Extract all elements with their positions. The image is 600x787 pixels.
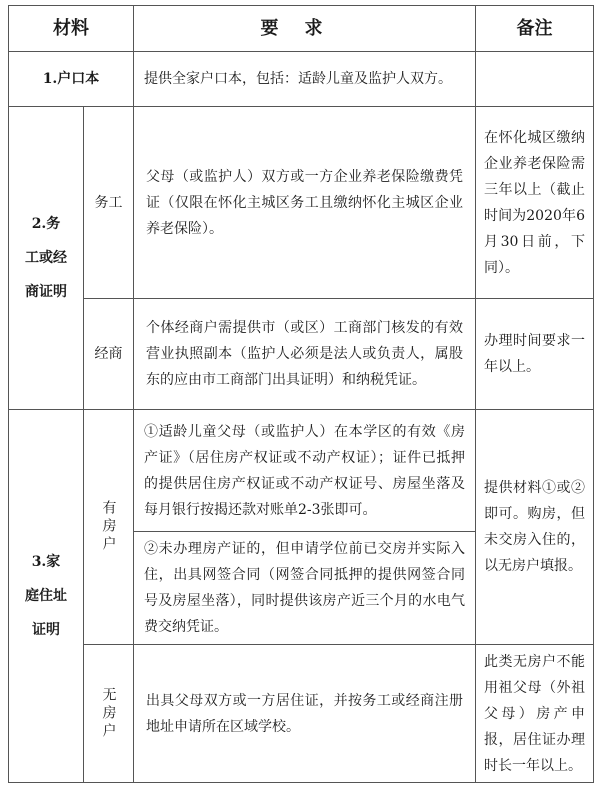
no-house-note: 此类无房户不能用祖父母（外祖父母）房产申报，居住证办理时长一年以上。 [484,653,585,774]
business-note: 办理时间要求一年以上。 [484,333,585,375]
no-house-sub-label: 无房户 [100,686,117,741]
worker-note: 在怀化城区缴纳企业养老保险需三年以上（截止时间为2020年6月30日前，下同）。 [484,129,585,276]
business-requirement: 个体经商户需提供市（或区）工商部门核发的有效营业执照副本（监护人必须是法人或负责人，属股东的应由市工商部门出具证明）和纳税凭证。 [146,320,463,388]
header-note: 备注 [516,17,553,39]
table-border-bottom [8,782,594,783]
hukou-label: 1.户口本 [42,71,100,87]
hukou-requirement: 提供全家户口本，包括：适龄儿童及监护人双方。 [144,71,452,87]
business-sub-label: 经商 [94,346,123,362]
with-house-requirement-2: ②未办理房产证的，但申请学位前已交房并实际入住，出具网签合同（网签合同抵押的提供网签合同号及房屋坐落），同时提供该房产近三个月的水电气费交纳凭证。 [144,541,465,635]
residence-label: 3.家庭住址证明 [25,554,67,638]
table-border-right [593,5,594,783]
with-house-sub-label: 有房户 [100,500,117,554]
worker-requirement: 父母（或监护人）双方或一方企业养老保险缴费凭证（仅限在怀化主城区务工且缴纳怀化主城区企业养老保险）。 [146,168,463,237]
with-house-note: 提供材料①或②即可。购房，但未交房入住的，以无房户填报。 [484,480,585,574]
header-material: 材料 [53,17,89,39]
header-requirement: 要求 [260,17,349,39]
with-house-requirement-1: ①适龄儿童父母（或监护人）在本学区的有效《房产证》（居住房产权证或不动产权证）；证件已抵押的提供居住房产权证或不动产权证号、房屋坐落及每月银行按揭还款对账单2-3张即可。 [144,423,465,518]
worker-sub-label: 务工 [94,194,123,211]
work-label: 2.务工或经商证明 [25,216,67,300]
no-house-requirement: 出具父母双方或一方居住证，并按务工或经商注册地址申请所在区域学校。 [146,692,463,735]
